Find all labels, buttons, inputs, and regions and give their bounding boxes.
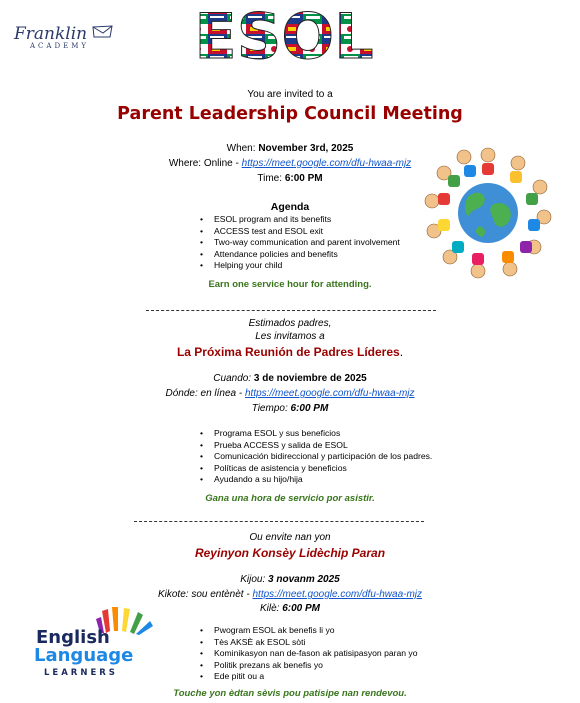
spanish-title [0, 345, 580, 359]
list-item: • Programa ESOL y sus beneficios [200, 428, 500, 440]
ell-logo [34, 605, 164, 685]
flag-letters-graphic [194, 0, 374, 73]
english-when-label: When: [226, 143, 256, 154]
list-item: • Politik prezans ak benefis yo [200, 660, 500, 672]
list-item: • Tès AKSÈ ak ESOL sòti [200, 637, 500, 649]
envelope-icon [92, 25, 114, 39]
list-item: • Políticas de asistencia y beneficios [200, 463, 500, 475]
ell-line-english: English [36, 627, 110, 648]
english-earn-note: Earn one service hour for attending. [208, 279, 372, 290]
ell-line-language: Language [34, 645, 134, 666]
spanish-where [0, 388, 580, 399]
list-item: • ACCESS test and ESOL exit [200, 226, 460, 238]
list-item: • Ede pitit ou a [200, 671, 500, 683]
english-invite: You are invited to a [247, 89, 333, 100]
list-item: • Comunicación bidireccional y participación de los padres. [200, 451, 500, 463]
english-when-value: November 3rd, 2025 [258, 143, 354, 154]
section-divider [146, 310, 436, 311]
franklin-academy-logo [14, 24, 124, 54]
spanish-when [0, 373, 580, 384]
creole-meet-link[interactable]: https://meet.google.com/dfu-hwaa-mjz [252, 589, 423, 600]
section-divider [134, 521, 424, 522]
spanish-time-value: 6:00 PM [290, 403, 329, 414]
spanish-greeting-2: Les invitamos a [255, 331, 325, 342]
list-item: • Ayudando a su hijo/hija [200, 474, 500, 486]
list-item: • ESOL program and its benefits [200, 214, 460, 226]
english-title: Parent Leadership Council Meeting [117, 104, 463, 124]
english-time-value: 6:00 PM [284, 173, 323, 184]
list-item: • Helping your child [200, 260, 460, 272]
spanish-greeting-1: Estimados padres, [248, 318, 332, 329]
spanish-time [0, 403, 580, 414]
creole-when [0, 574, 580, 585]
english-meet-link[interactable]: https://meet.google.com/dfu-hwaa-mjz [241, 158, 412, 169]
creole-time-label: Kilè: [259, 603, 280, 614]
ell-line-learners: LEARNERS [44, 668, 118, 678]
children-globe-image [422, 145, 554, 280]
creole-greeting: Ou envite nan yon [249, 532, 331, 543]
spanish-when-value: 3 de noviembre de 2025 [253, 373, 367, 384]
list-item: • Pwogram ESOL ak benefis li yo [200, 625, 500, 637]
english-agenda-list [200, 214, 460, 272]
spanish-time-label: Tiempo: [251, 403, 288, 414]
spanish-meet-link[interactable]: https://meet.google.com/dfu-hwaa-mjz [244, 388, 415, 399]
creole-when-label: Kijou: [240, 574, 266, 585]
creole-title: Reyinyon Konsèy Lidèchip Paran [194, 546, 386, 560]
creole-when-value: 3 novanm 2025 [268, 574, 340, 585]
spanish-earn-note: Gana una hora de servicio por asistir. [205, 493, 375, 504]
spanish-agenda-list [200, 428, 500, 486]
esol-text: ESOL [194, 0, 374, 73]
creole-where [0, 589, 580, 600]
creole-time-value: 6:00 PM [282, 603, 321, 614]
spanish-when-label: Cuando: [213, 373, 252, 384]
creole-earn-note: Touche yon èdtan sèvis pou patisipe nan rendevou. [173, 688, 407, 699]
list-item: • Prueba ACCESS y salida de ESOL [200, 440, 500, 452]
creole-agenda-list [200, 625, 500, 683]
esol-flag-banner [194, 0, 374, 73]
list-item: • Attendance policies and benefits [200, 249, 460, 261]
logo-name: Franklin [14, 24, 88, 44]
spanish-where-label: Dónde: en línea - [165, 388, 245, 399]
agenda-title: Agenda [270, 201, 310, 213]
creole-where-label: Kikote: sou entènèt - [157, 589, 253, 600]
logo-sub: ACADEMY [30, 42, 89, 50]
spanish-title-text: La Próxima Reunión de Padres Líderes [176, 345, 400, 359]
list-item: • Kominikasyon nan de-fason ak patisipasyon paran yo [200, 648, 500, 660]
spanish-title-period: . [399, 345, 404, 359]
english-time-label: Time: [257, 173, 283, 184]
english-where-label: Where: Online - [168, 158, 242, 169]
list-item: • Two-way communication and parent involvement [200, 237, 460, 249]
